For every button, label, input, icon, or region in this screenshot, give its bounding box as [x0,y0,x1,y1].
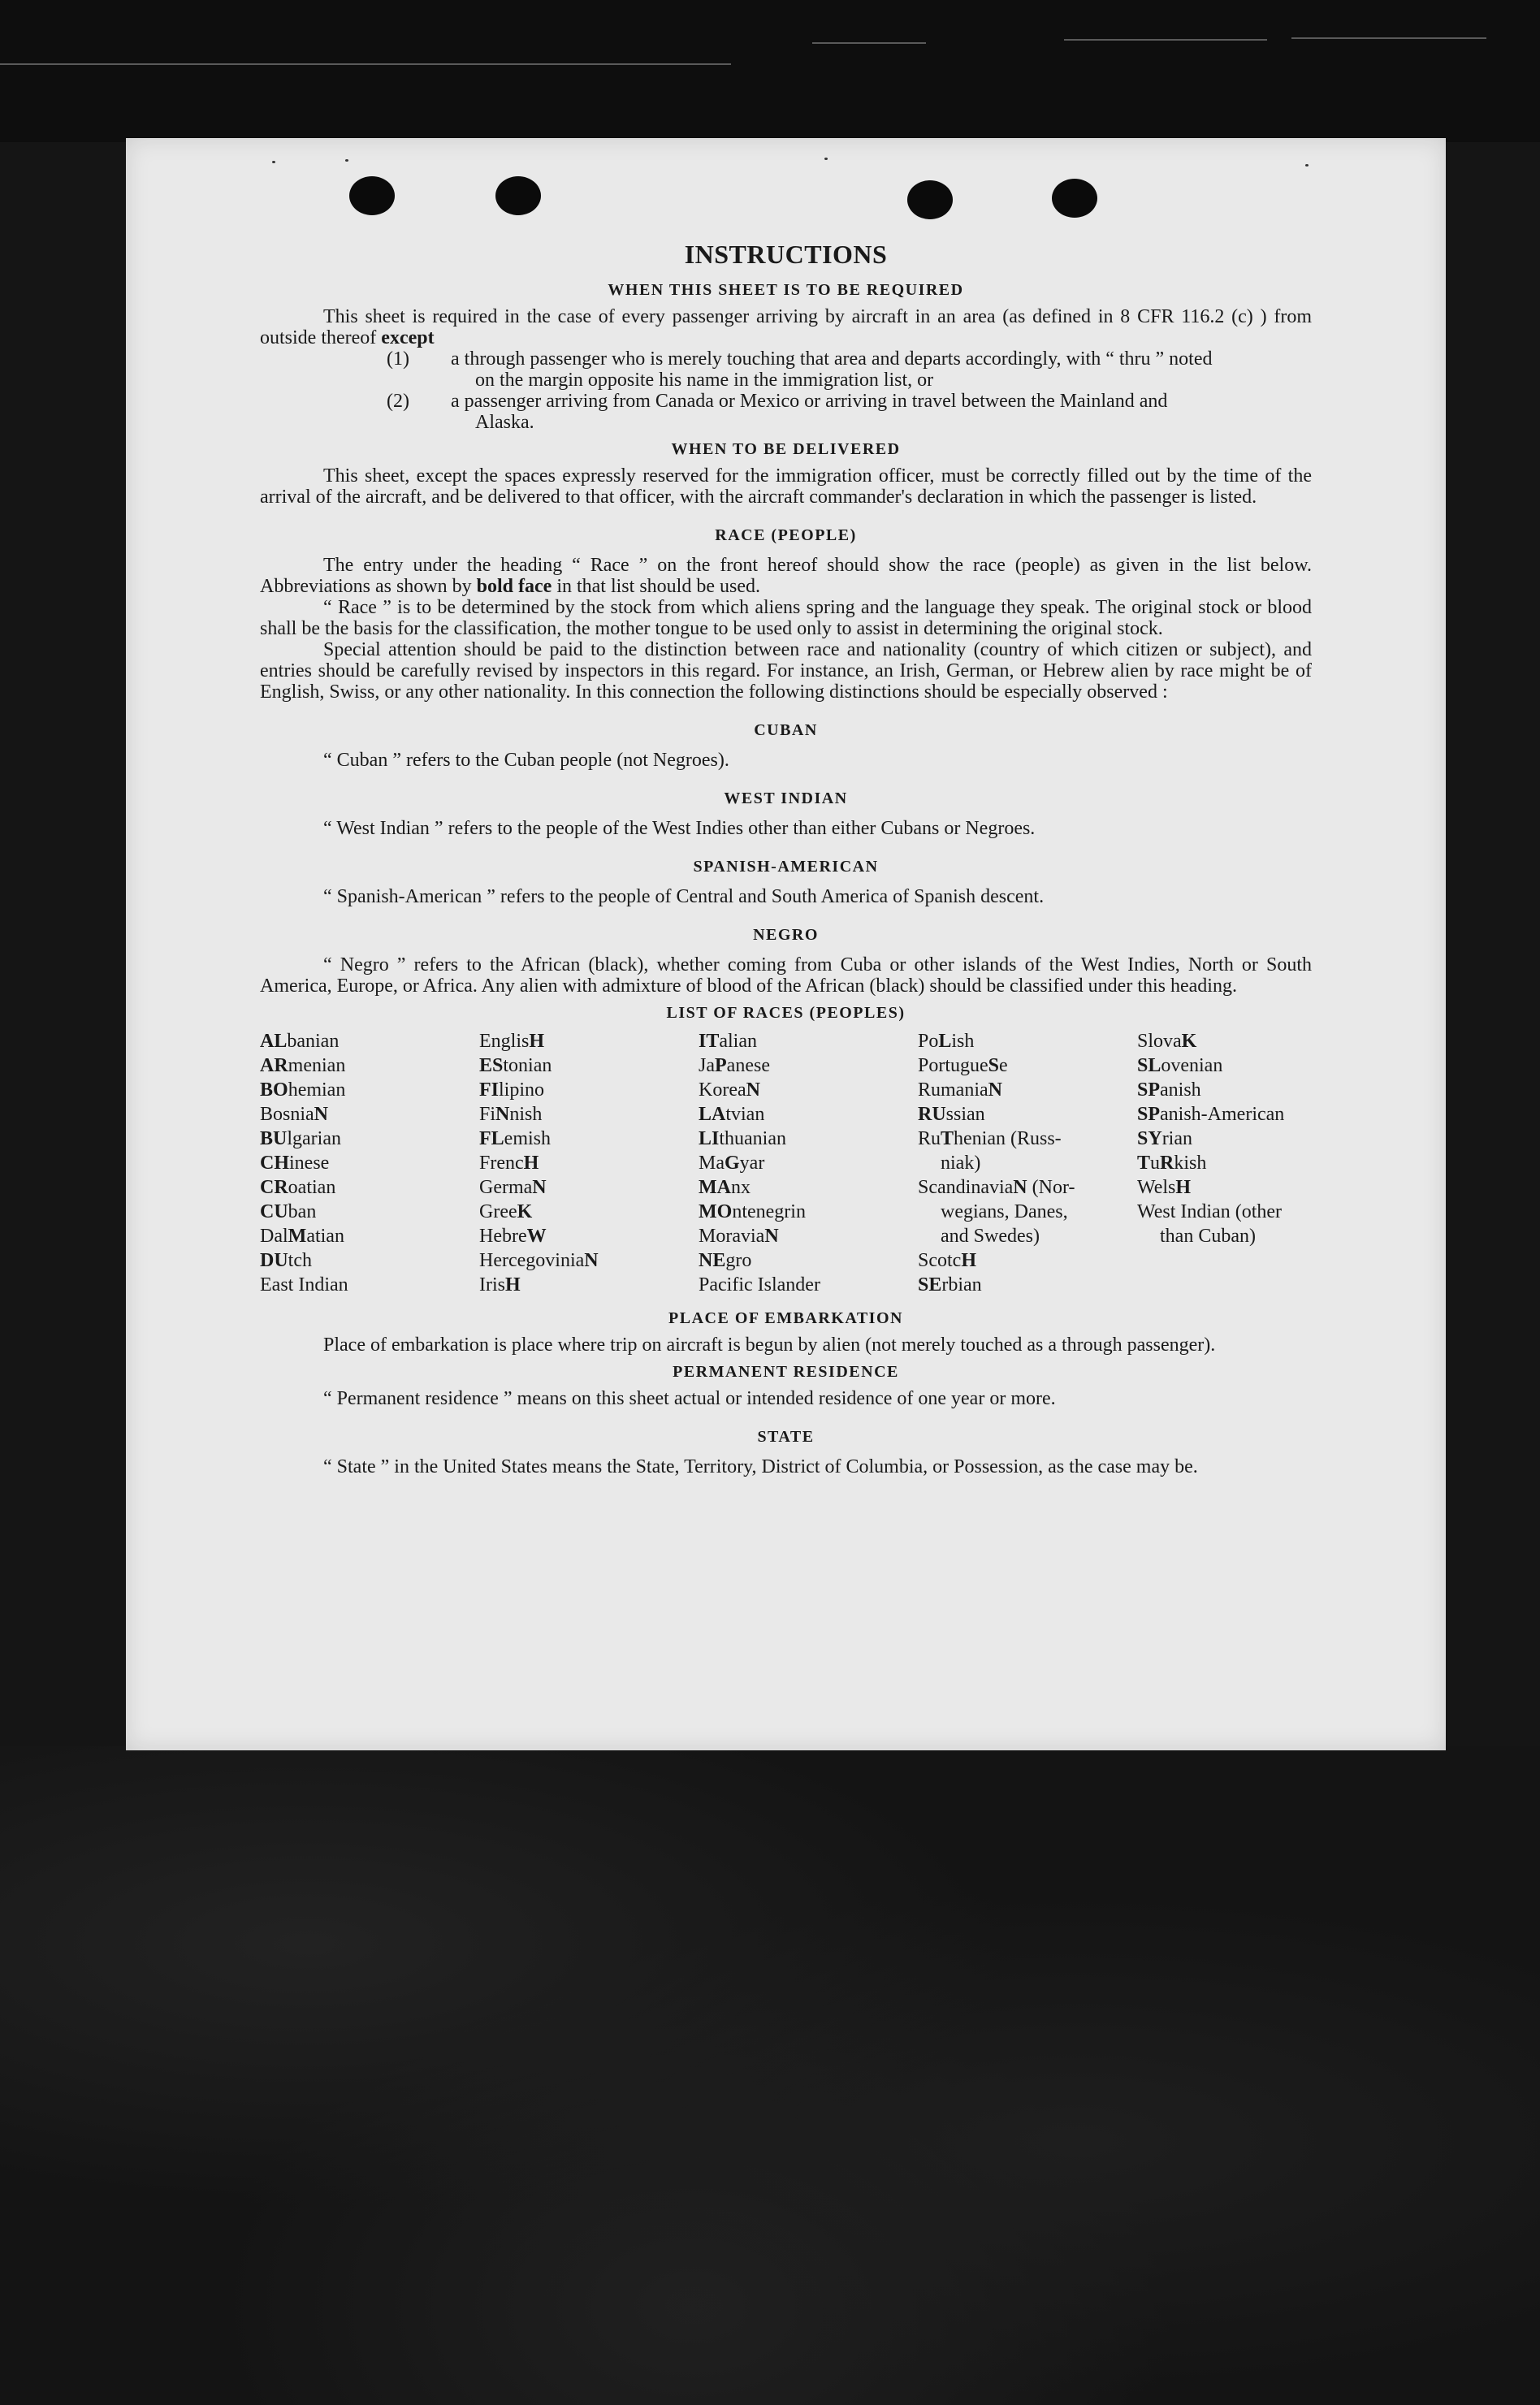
race-paragraph: The entry under the heading “ Race ” on the front hereof should show the race (people) as given in the list below. Abbreviations as shown by bold face in that list should be used. [260,555,1312,597]
heading-spanish-american: SPANISH-AMERICAN [693,858,879,876]
heading-negro: NEGRO [753,926,819,944]
race-entry: GermaN [479,1177,547,1198]
race-paragraph: “ Race ” is to be determined by the stock from which aliens spring and the language they speak. The original stock or blood shall be the basis for the classification, the mother tongue to be used only to assist in determining the original stock. [260,597,1312,639]
race-entry: CHinese [260,1153,330,1174]
race-entry: RuThenian (Russ- [918,1128,1062,1149]
race-entry: TuRkish [1137,1153,1207,1174]
document-page [126,138,1446,1750]
when-delivered-text: This sheet, except the spaces expressly reserved for the immigration officer, must be correctly filled out by the time of the arrival of the aircraft, and be delivered to that officer, with the aircraft commander's declaration in which the passenger is listed. [260,465,1312,508]
negro-text: “ Negro ” refers to the African (black), whether coming from Cuba or other islands of the West Indies, North or South America, Europe, or Africa. Any alien with admixture of blood of the African (black) should be classified under this heading. [260,954,1312,997]
when-required-intro: This sheet is required in the case of every passenger arriving by aircraft in an area (as defined in 8 CFR 116.2 (c) ) from outside thereof except [260,306,1312,348]
race-entry: FiNnish [479,1104,543,1125]
race-entry: LIthuanian [699,1128,786,1149]
race-entry: KoreaN [699,1079,760,1101]
race-entry: East Indian [260,1274,348,1295]
race-entry: BUlgarian [260,1128,341,1149]
races-column [260,1029,479,1297]
race-entry: JaPanese [699,1055,770,1076]
race-paragraph: Special attention should be paid to the distinction between race and nationality (country of which citizen or subject), and entries should be carefully revised by inspectors in this regard. For instance, an Irish, German, or Hebrew alien by race might be of English, Swiss, or any other nationality. In this connection the following distinctions should be especially observed : [260,639,1312,703]
race-entry: RumaniaN [918,1079,1002,1101]
heading-race: RACE (PEOPLE) [715,526,857,544]
race-entry: Pacific Islander [699,1274,820,1295]
race-entry: BOhemian [260,1079,346,1101]
race-entry: WelsH [1137,1177,1192,1198]
cuban-text: “ Cuban ” refers to the Cuban people (not Negroes). [323,750,729,771]
scan-top-border [0,0,1540,142]
race-entry: MaGyar [699,1153,765,1174]
punch-hole [1052,179,1097,218]
race-entry: EnglisH [479,1031,545,1052]
race-entry: PortugueSe [918,1055,1008,1076]
race-entry: DUtch [260,1250,312,1271]
race-entry: PoLish [918,1031,975,1052]
race-entry: ScotcH [918,1250,976,1271]
state-text: “ State ” in the United States means the State, Territory, District of Columbia, or Possession, as the case may be. [323,1456,1198,1477]
race-entry: EStonian [479,1055,552,1076]
race-entry: West Indian (other [1137,1201,1283,1222]
heading-when-required: WHEN THIS SHEET IS TO BE REQUIRED [608,281,964,299]
heading-embarkation: PLACE OF EMBARKATION [668,1309,903,1327]
race-entry: SYrian [1137,1128,1192,1149]
heading-west-indian: WEST INDIAN [724,789,848,807]
race-entry: ITalian [699,1031,757,1052]
heading-list-of-races: LIST OF RACES (PEOPLES) [666,1004,906,1022]
races-column [918,1029,1137,1297]
heading-residence: PERMANENT RESIDENCE [673,1363,899,1381]
race-entry: FIlipino [479,1079,545,1101]
race-entry: SlovaK [1137,1031,1197,1052]
heading-state: STATE [757,1428,815,1446]
embarkation-text: Place of embarkation is place where trip on aircraft is begun by alien (not merely touched as a through passenger). [323,1334,1216,1356]
exception-item: (2) a passenger arriving from Canada or Mexico or arriving in travel between the Mainland and Alaska. [387,391,1168,433]
race-entry: MoraviaN [699,1226,779,1247]
scan-background [0,1746,1540,2405]
race-entry: NEgro [699,1250,752,1271]
race-entry: ARmenian [260,1055,346,1076]
race-entry: SLovenian [1137,1055,1223,1076]
west-indian-text: “ West Indian ” refers to the people of the West Indies other than either Cubans or Negroes. [323,818,1036,839]
race-entry: SPanish [1137,1079,1201,1101]
instructions-content [260,240,1312,1477]
race-entry: CRoatian [260,1177,336,1198]
races-column [479,1029,699,1297]
exception-item: (1) a through passenger who is merely touching that area and departs accordingly, with “ thru ” noted on the margin opposite his name in the immigration list, or [387,348,1213,391]
race-entry: ScandinaviaN (Nor- [918,1177,1075,1198]
race-entry: IrisH [479,1274,521,1295]
spanish-american-text: “ Spanish-American ” refers to the people of Central and South America of Spanish descent. [323,886,1045,907]
race-entry: and Swedes) [941,1226,1040,1247]
race-entry: FrencH [479,1153,539,1174]
punch-hole [349,176,395,215]
race-entry: RUssian [918,1104,985,1125]
punch-hole [907,180,953,219]
punch-hole [495,176,541,215]
races-column [1137,1029,1312,1297]
heading-cuban: CUBAN [754,721,818,739]
race-entry: DalMatian [260,1226,344,1247]
race-entry: niak) [941,1153,981,1174]
race-entry: CUban [260,1201,317,1222]
race-entry: SPanish-American [1137,1104,1285,1125]
race-entry: HercegoviniaN [479,1250,599,1271]
race-entry: SErbian [918,1274,982,1295]
heading-when-delivered: WHEN TO BE DELIVERED [671,440,901,458]
race-entry: than Cuban) [1160,1226,1256,1247]
race-entry: BosniaN [260,1104,329,1125]
race-entry: FLemish [479,1128,551,1149]
race-entry: HebreW [479,1226,547,1247]
race-entry: ALbanian [260,1031,340,1052]
race-entry: MOntenegrin [699,1201,806,1222]
page-title: INSTRUCTIONS [684,240,888,269]
races-list [260,1029,1312,1297]
residence-text: “ Permanent residence ” means on this sheet actual or intended residence of one year or more. [323,1388,1056,1409]
races-column [699,1029,918,1297]
race-entry: wegians, Danes, [941,1201,1068,1222]
race-entry: MAnx [699,1177,751,1198]
race-entry: GreeK [479,1201,533,1222]
race-entry: LAtvian [699,1104,765,1125]
